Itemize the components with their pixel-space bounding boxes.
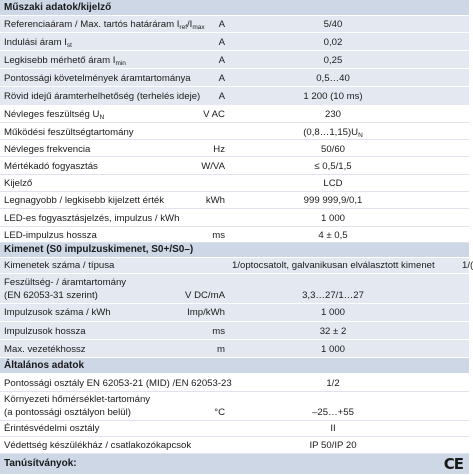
row-unit: V AC bbox=[203, 109, 225, 120]
table-row bbox=[0, 106, 469, 123]
row-unit: Imp/kWh bbox=[187, 307, 225, 318]
table-row bbox=[0, 437, 469, 454]
row-unit: ms bbox=[212, 230, 225, 241]
row-unit: A bbox=[218, 91, 225, 102]
table-row bbox=[0, 140, 469, 157]
section-title: Tanúsítványok: bbox=[4, 458, 77, 469]
section-header-approvals bbox=[0, 454, 469, 475]
row-unit: V DC/mA bbox=[185, 290, 225, 301]
table-row bbox=[0, 51, 469, 69]
section-title: Kimenet (S0 impulzuskimenet, S0+/S0–) bbox=[4, 244, 194, 255]
row-value: 0,25 bbox=[323, 55, 343, 66]
row-unit: A bbox=[218, 55, 225, 66]
row-unit: Hz bbox=[213, 144, 225, 155]
row-label: Környezeti hőmérséklet-tartomány bbox=[4, 394, 151, 405]
row-label: Impulzusok száma / kWh bbox=[4, 307, 111, 318]
row-label: LED-impulzus hossza bbox=[4, 230, 97, 241]
row-value: II bbox=[330, 423, 336, 434]
row-value: 4 ± 0,5 bbox=[318, 230, 348, 241]
table-row bbox=[0, 274, 469, 304]
row-label: Kimenetek száma / típusa bbox=[4, 260, 115, 271]
row-label: Max. vezetékhossz bbox=[4, 344, 86, 355]
row-label: Védettség készülékház / csatlakozókapcsok bbox=[4, 440, 192, 451]
row-label: Indulási áram $I_{st}$ bbox=[4, 37, 72, 49]
table-row bbox=[0, 175, 469, 192]
row-unit: kWh bbox=[205, 195, 225, 206]
row-value: $(0,8\dots 1,15)U_N$ bbox=[303, 127, 363, 139]
row-value: 230 bbox=[324, 109, 341, 120]
row-value: 1 000 bbox=[320, 344, 345, 355]
table-row bbox=[0, 16, 469, 33]
table-row bbox=[0, 192, 469, 209]
row-value: 1/2 bbox=[326, 378, 340, 389]
row-value: 1 000 bbox=[320, 307, 345, 318]
row-unit: A bbox=[218, 19, 225, 30]
row-value: –25…+55 bbox=[312, 407, 354, 418]
row-label: Kijelző bbox=[4, 178, 33, 189]
section-header-measure bbox=[0, 0, 469, 16]
table-row bbox=[0, 157, 469, 175]
row-value: 50/60 bbox=[320, 144, 345, 155]
ce-mark-icon: CE bbox=[443, 455, 463, 473]
table-row bbox=[0, 69, 469, 87]
row-label: Működési feszültségtartomány bbox=[4, 127, 134, 138]
row-unit: °C bbox=[214, 407, 225, 418]
section-header-general bbox=[0, 358, 469, 374]
row-unit: A bbox=[218, 37, 225, 48]
row-unit: W/VA bbox=[201, 161, 225, 172]
table-row bbox=[0, 227, 469, 243]
row-label: Pontossági követelmények áramtartománya bbox=[4, 73, 191, 84]
row-label: Rövid idejű áramterhelhetőség (terhelés ideje) bbox=[4, 91, 201, 102]
row-label: Mértékadó fogyasztás bbox=[4, 161, 98, 172]
row-value: 1 200 (10 ms) bbox=[303, 91, 363, 102]
row-label: Legnagyobb / legkisebb kijelzett érték bbox=[4, 195, 164, 206]
table-row bbox=[0, 209, 469, 227]
row-label: Legkisebb mérhető áram $I_{min}$ bbox=[4, 55, 126, 67]
row-label-line2: (EN 62053-31 szerint) bbox=[4, 290, 98, 301]
table-row bbox=[0, 322, 469, 340]
section-title: Általános adatok bbox=[4, 360, 85, 371]
row-unit: A bbox=[218, 73, 225, 84]
row-value: ≤ 0,5/1,5 bbox=[314, 161, 352, 172]
row-label: Referenciaáram / Max. tartós határáram $I_{ref}/I_{max}$ bbox=[4, 19, 205, 31]
table-row bbox=[0, 304, 469, 322]
row-value: 1/optocsatolt, galvanikusan elválasztott kimenet bbox=[232, 260, 435, 271]
row-value: IP 50/IP 20 bbox=[309, 440, 357, 451]
table-row bbox=[0, 340, 469, 358]
row-label: Névleges feszültség $U_N$ bbox=[4, 109, 105, 121]
row-value: 1 000 bbox=[320, 213, 345, 224]
section-title: Műszaki adatok/kijelző bbox=[4, 2, 112, 13]
table-row bbox=[0, 374, 469, 392]
table-row bbox=[0, 258, 473, 274]
table-row bbox=[0, 33, 469, 51]
row-unit: ms bbox=[212, 326, 225, 337]
row-label: Impulzusok hossza bbox=[4, 326, 86, 337]
row-value: 32 ± 2 bbox=[319, 326, 347, 337]
section-header-output bbox=[0, 243, 469, 258]
row-value-overflow: 1/( bbox=[462, 260, 473, 271]
row-value: LCD bbox=[323, 178, 343, 189]
row-label: Feszültség- / áramtartomány bbox=[4, 277, 127, 288]
row-value: 999 999,9/0,1 bbox=[303, 195, 363, 206]
row-value: 3,3…27/1…27 bbox=[302, 290, 364, 301]
table-row bbox=[0, 421, 469, 437]
row-label-line2: (a pontossági osztályon belül) bbox=[4, 407, 131, 418]
row-label: Érintésvédelmi osztály bbox=[4, 423, 100, 434]
row-label: Pontossági osztály EN 62053-21 (MID) /EN 62053-23 bbox=[4, 378, 232, 389]
table-row bbox=[0, 392, 469, 421]
row-value: 0,5…40 bbox=[316, 73, 350, 84]
row-label: Névleges frekvencia bbox=[4, 144, 91, 155]
table-row bbox=[0, 87, 469, 106]
row-value: 5/40 bbox=[323, 19, 343, 30]
row-label: LED-es fogyasztásjelzés, impulzus / kWh bbox=[4, 213, 180, 224]
table-row bbox=[0, 123, 469, 140]
row-unit: m bbox=[217, 344, 225, 355]
row-value: 0,02 bbox=[323, 37, 343, 48]
